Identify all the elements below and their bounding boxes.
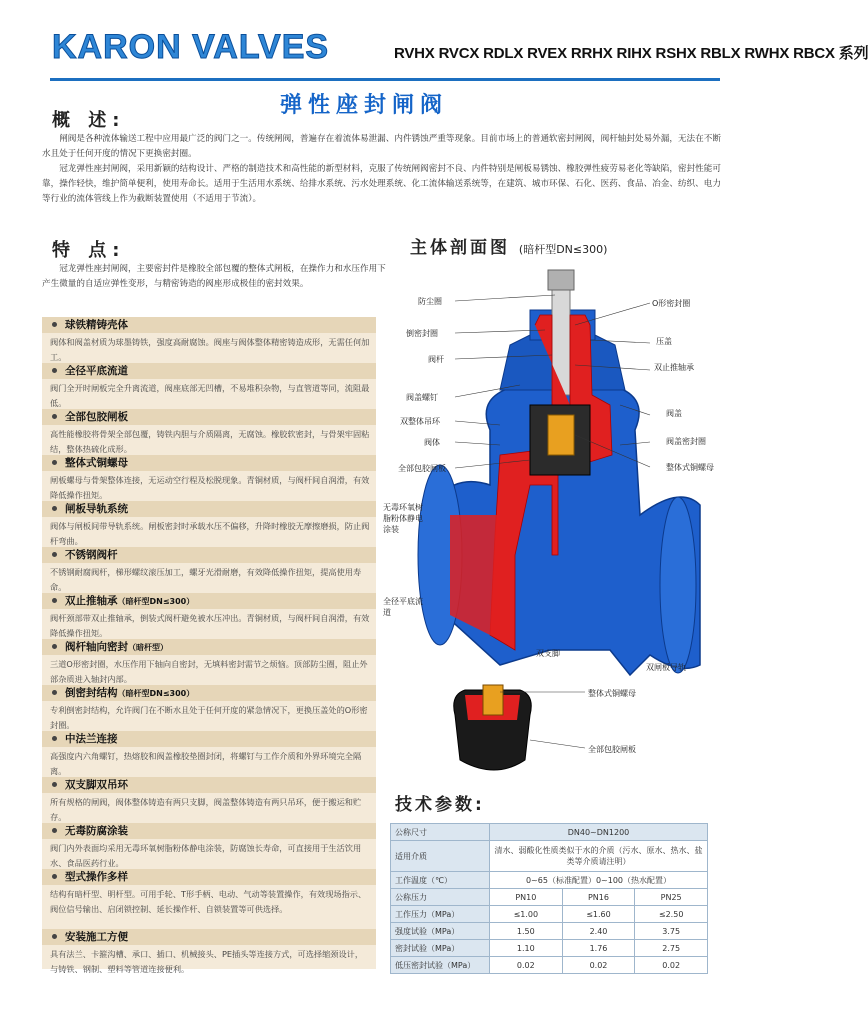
feature-item [42,731,376,778]
feature-item: 阀杆轴向密封（暗杆型） 三道O形密封圈，水压作用下轴向自密封，无填料密封需节之烦恼。顶部防尘圈，阻止外部杂质进入轴封内部。 [42,639,376,686]
bullet-icon [52,322,57,327]
feature-title: 双支脚双吊环 [65,779,128,791]
bullet-icon [52,414,57,419]
tech-heading: 技术参数: [395,795,485,815]
brand-logo: KARON VALVES [52,28,330,66]
feature-item [42,409,376,456]
table-row: 工作温度（℃） 0~65（标准配置）0~100（热水配置） [391,872,708,889]
feature-item [42,823,376,870]
label-dust-ring: 防尘圈 [418,297,442,306]
bullet-icon [52,368,57,373]
diagram-title: 主体剖面图 (暗杆型DN≤300) [410,238,608,258]
bullet-icon [52,460,57,465]
label-gland: 压盖 [656,337,672,346]
table-row: 公称压力 PN10 PN16 PN25 [391,889,708,906]
feature-item [42,547,376,594]
gate-inset [454,685,532,770]
feature-title: 闸板导轨系统 [65,503,128,515]
label-coating: 无毒环氧树脂粉体静电涂装 [383,503,423,534]
bullet-icon [52,934,57,939]
feature-desc: 三道O形密封圈，水压作用下轴向自密封，无填料密封需节之烦恼。顶部防尘圈，阻止外部杂质进入轴封内部。 [50,659,368,684]
feature-desc: 结构有暗杆型、明杆型。可用手轮、T形手柄、电动、气动等装置操作，有效现场指示、阀位信号输出、启闭锁控制、延长操作杆、自锁装置等可供选择。 [50,889,367,914]
spec-table [390,823,708,974]
feature-item: 双止推轴承（暗杆型DN≤300） 阀杆颈部带双止推轴承，倒装式阀杆避免被水压冲出。青铜材质，与阀杆间自润滑，有效降低操作扭矩。 [42,593,376,640]
feature-title: 全部包胶闸板 [65,411,128,423]
brass-nut [548,415,574,455]
stem-cap [548,270,574,290]
feature-title: 不锈钢阀杆 [65,549,118,561]
features-list [42,317,376,974]
feature-desc: 阀体和阀盖材质为球墨铸铁，强度高耐腐蚀。阀座与阀体整体精密铸造成形，无需任何加工。 [50,337,370,362]
feature-item [42,929,376,976]
feature-item [42,501,376,548]
feature-title: 中法兰连接 [65,733,118,745]
feature-desc: 闸板螺母与骨架整体连接，无运动空行程及松脱现象。青铜材质，与阀杆间自润滑，有效降低操作扭矩。 [50,475,370,500]
label-stem: 阀杆 [428,355,444,364]
bullet-icon [52,736,57,741]
table-row: 强度试验（MPa） 1.50 2.40 3.75 [391,923,708,940]
feature-title: 安装施工方便 [65,931,128,943]
bullet-icon [52,690,57,695]
feature-desc: 阀体与闸板间带导轨系统。闸板密封时承载水压不偏移，升降时橡胶无摩擦磨损，防止阀杆弯曲。 [50,521,370,546]
label-double-foot: 双支脚 [536,649,560,658]
label-body: 阀体 [424,438,440,447]
label-bonnet: 阀盖 [666,409,682,418]
label-bonnet-seal: 阀盖密封圈 [666,437,706,446]
label-guide-rail: 双闸板导轨 [646,663,686,672]
feature-desc: 阀门全开时闸板完全升离流道，阀座底部无凹槽，不易堆积杂物，与直管道等同，流阻最低。 [50,383,370,408]
feature-item [42,777,376,824]
feature-desc: 具有法兰、卡箍沟槽、承口、插口、机械接头、PE插头等连接方式，可选择缩颈设计，与铸铁、钢制、塑料等管道连接便利。 [50,949,364,974]
label-brass-nut: 整体式铜螺母 [666,463,714,472]
bullet-icon [52,782,57,787]
label-inset-nut: 整体式铜螺母 [588,689,636,698]
feature-desc: 阀门内外表面均采用无毒环氧树脂粉体静电涂装，防腐蚀长寿命，可直接用于生活饮用水、食品医药行业。 [50,843,362,868]
feature-desc: 不锈钢耐腐阀杆，梯形螺纹滚压加工，螺牙光滑耐磨，有效降低操作扭矩，提高使用寿命。 [50,567,362,592]
label-inset-gate: 全部包胶闸板 [588,745,636,754]
table-row: 公称尺寸 DN40~DN1200 [391,824,708,841]
label-lifting-ring: 双整体吊环 [400,417,440,426]
series-title: RVHX RVCX RDLX RVEX RRHX RIHX RSHX RBLX RWHX RBCX 系列 [394,45,868,62]
feature-desc: 专利倒密封结构，允许阀门在不断水且处于任何开度的紧急情况下，更换压盖处的O形密封圈。 [50,705,368,730]
header-divider [50,78,720,81]
feature-title: 双止推轴承 [65,595,118,607]
label-bonnet-bolt: 阀盖螺钉 [406,393,438,402]
bullet-icon [52,552,57,557]
bullet-icon [52,874,57,879]
bullet-icon [52,828,57,833]
table-row: 适用介质 清水、弱酸化性质类似于水的介质（污水、原水、热水、盐类等介质请注明） [391,841,708,872]
label-thrust-bearing: 双止推轴承 [654,363,694,372]
table-row: 低压密封试验（MPa） 0.02 0.02 0.02 [391,957,708,974]
label-back-seal: 倒密封圈 [406,329,438,338]
feature-item [42,363,376,410]
feature-title: 倒密封结构 [65,687,118,699]
feature-title: 阀杆轴向密封 [65,641,128,653]
bullet-icon [52,598,57,603]
feature-desc: 高性能橡胶将骨架全部包覆，铸铁内胆与介质隔离，无腐蚀。橡胶软密封，与骨架牢固粘结，整体热硫化成形。 [50,429,370,454]
feature-title: 球铁精铸壳体 [65,319,128,331]
feature-desc: 所有规格的闸阀，阀体整体铸造有两只支脚，阀盖整体铸造有两只吊环，便于搬运和贮存。 [50,797,362,822]
feature-title: 无毒防腐涂装 [65,825,128,837]
page-title: 弹性座封闸阀 [280,93,449,118]
features-heading: 特 点: [52,240,126,261]
feature-desc: 高强度内六角螺钉，热熔胶和阀盖橡胶垫圈封闭，将螺钉与工作介质和外界环境完全隔离。 [50,751,362,776]
label-full-bore: 全径平底流道 [383,597,423,617]
feature-item [42,317,376,364]
table-row: 工作压力（MPa） ≤1.00 ≤1.60 ≤2.50 [391,906,708,923]
feature-title: 全径平底流道 [65,365,128,377]
feature-desc: 阀杆颈部带双止推轴承，倒装式阀杆避免被水压冲出。青铜材质，与阀杆间自润滑，有效降低操作扭矩。 [50,613,370,638]
feature-item [42,455,376,502]
feature-title: 整体式铜螺母 [65,457,128,469]
bullet-icon [52,644,57,649]
label-o-ring: O形密封圈 [652,299,691,308]
overview-para-1: 闸阀是各种流体输送工程中应用最广泛的阀门之一。传统闸阀，普遍存在着流体易泄漏、内件锈蚀严重等现象。目前市场上的普通软密封闸阀，阀杆轴封处易外漏，无法在不断水且处于任何开度的情况下更换密封圈。 [42,134,721,159]
overview-para-2: 冠龙弹性座封闸阀，采用新颖的结构设计、严格的制造技术和高性能的新型材料，克服了传统闸阀密封不良、内件特别是闸板易锈蚀、橡胶弹性疲劳易老化等缺陷，密封性能可靠，操作轻快，维护简单便利，使用寿命长。适用于生活用水系统、给排水系统、污水处理系统、化工流体输送系统等，在建筑、城市环保、石化、医药、食品、冶金、纺织、电力等行业的流体管线上作为截断装置使用（不适用于节流）。 [42,164,721,204]
feature-item: 倒密封结构（暗杆型DN≤300） 专利倒密封结构，允许阀门在不断水且处于任何开度的紧急情况下，更换压盖处的O形密封圈。 [42,685,376,732]
overview-heading: 概 述: [52,110,126,131]
label-gate: 全部包胶闸板 [398,464,446,473]
features-intro: 冠龙弹性座封闸阀，主要密封件是橡胶全部包覆的整体式闸板，在操作力和水压作用下产生微量的自适应弹性变形，与精密铸造的阀座形成极佳的密封效果。 [42,264,386,289]
feature-item [42,869,376,916]
flange-right [660,497,696,673]
table-row: 密封试验（MPa） 1.10 1.76 2.75 [391,940,708,957]
bullet-icon [52,506,57,511]
feature-title: 型式操作多样 [65,871,128,883]
